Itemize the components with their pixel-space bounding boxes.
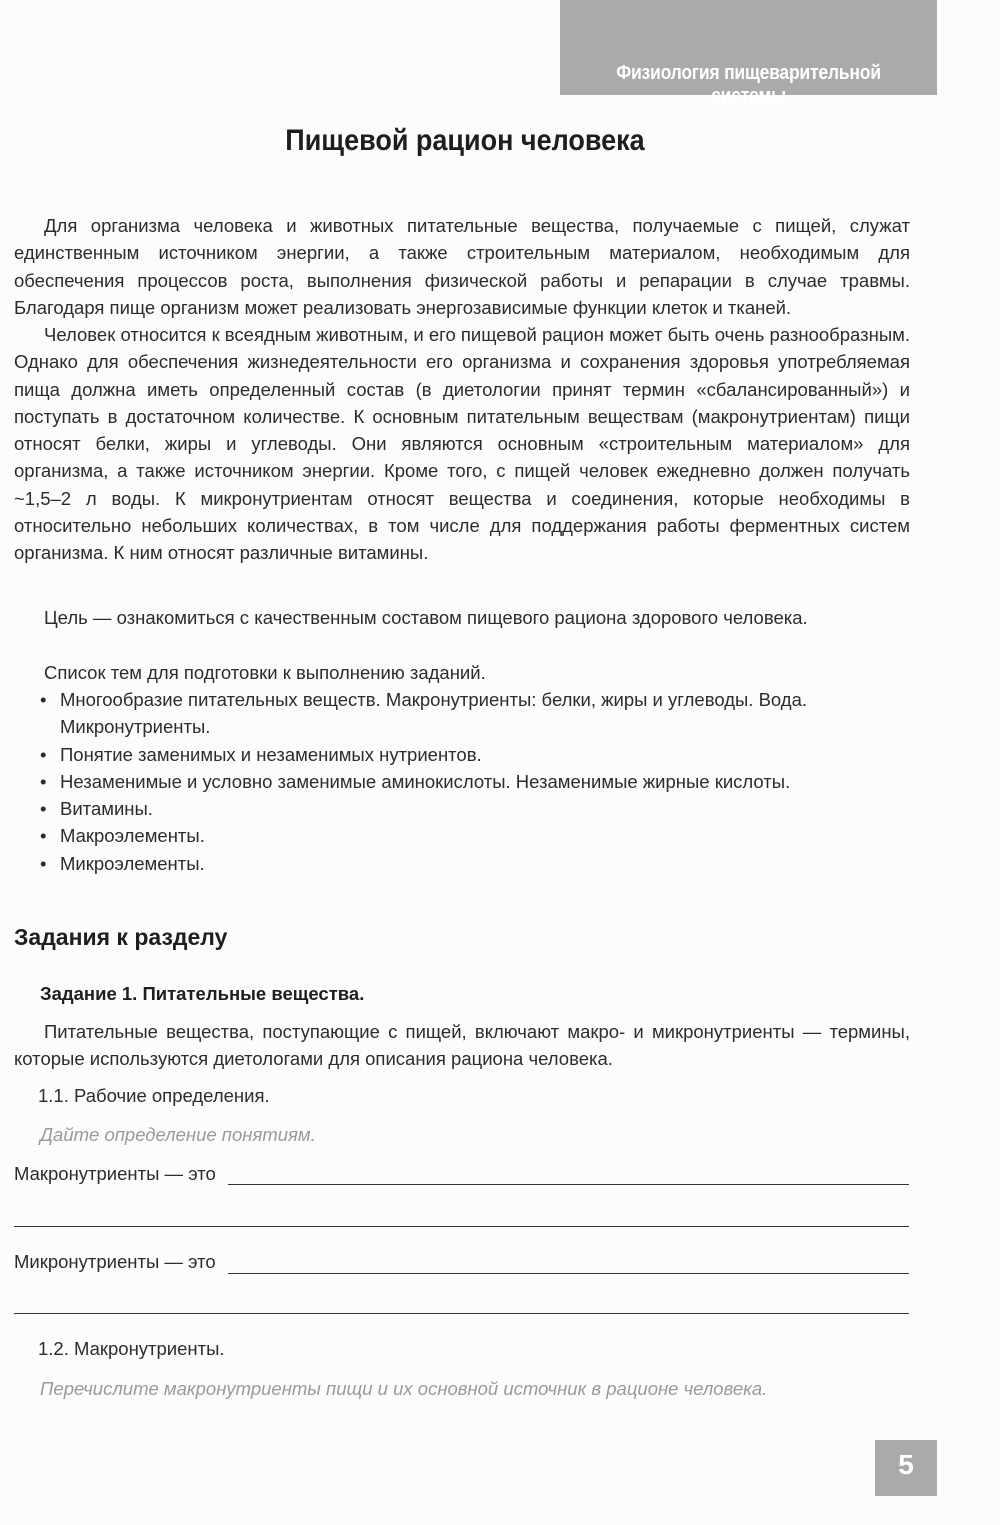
list-item: • Понятие заменимых и незаменимых нутриентов. [40,741,910,768]
topics-list [40,686,910,877]
micronutrients-answer-line-2[interactable] [14,1313,909,1314]
intro-paragraph-2: Человек относится к всеядным животным, и его пищевой рацион может быть очень разнообразным. Однако для обеспечения жизнедеятельности его организма и сохранения здоровья употребляемая пища должна иметь определенный состав (в диетологии принят термин «сбалансированный») и поступать в достаточном количестве. К основным питательным веществам (макронутриентам) пищи относят белки, жиры и углеводы. Они являются основным «строительным материалом» для организма, а также источником энергии. Кроме того, с пищей человек ежедневно должен получать ~1,5–2 л воды. К микронутриентам относят вещества и соединения, которые необходимы в относительно небольших количествах, в том числе для поддержания работы ферментных систем организма. К ним относят различные витамины. [14,324,910,564]
micronutrients-answer-line[interactable] [228,1273,909,1274]
list-item: • Многообразие питательных веществ. Макронутриенты: белки, жиры и углеводы. Вода. Микронутриенты. [40,686,910,741]
macronutrients-answer-line-2[interactable] [14,1226,909,1227]
macronutrients-answer-line[interactable] [228,1184,909,1185]
goal-text: Цель — ознакомиться с качественным составом пищевого рациона здорового человека. [44,607,808,628]
subtask-1-2-label: 1.2. Макронутриенты. [38,1338,225,1359]
list-item: • Витамины. [40,795,910,822]
task-1-text: Питательные вещества, поступающие с пищей, включают макро- и микронутриенты — термины, которые используются диетологами для описания рациона человека. [14,1021,910,1070]
section-header-title: Физиология пищеварительной системы [616,62,881,107]
subtask-1-2-hint: Перечислите макронутриенты пищи и их основной источник в рационе человека. [40,1378,768,1399]
intro-paragraph-1: Для организма человека и животных питательные вещества, получаемые с пищей, служат единственным источником энергии, а также строительным материалом, необходимым для обеспечения процессов роста, выполнения физической работы и репарации в случае травмы. Благодаря пище организм может реализовать энергозависимые функции клеток и тканей. [14,215,910,318]
section-heading: Задания к разделу [14,924,228,950]
macronutrients-field-label: Макронутриенты — это [14,1163,216,1184]
subtask-1-1-label: 1.1. Рабочие определения. [38,1085,270,1106]
task-1-heading: Задание 1. Питательные вещества. [40,983,365,1004]
topics-intro: Список тем для подготовки к выполнению заданий. [44,662,486,683]
subtask-1-1-hint: Дайте определение понятиям. [40,1124,316,1145]
micronutrients-field-label: Микронутриенты — это [14,1251,216,1272]
page-title: Пищевой рацион человека [285,124,645,157]
list-item: • Макроэлементы. [40,822,910,849]
list-item: • Незаменимые и условно заменимые аминокислоты. Незаменимые жирные кислоты. [40,768,910,795]
page-number: 5 [898,1449,914,1480]
list-item: • Микроэлементы. [40,850,910,877]
